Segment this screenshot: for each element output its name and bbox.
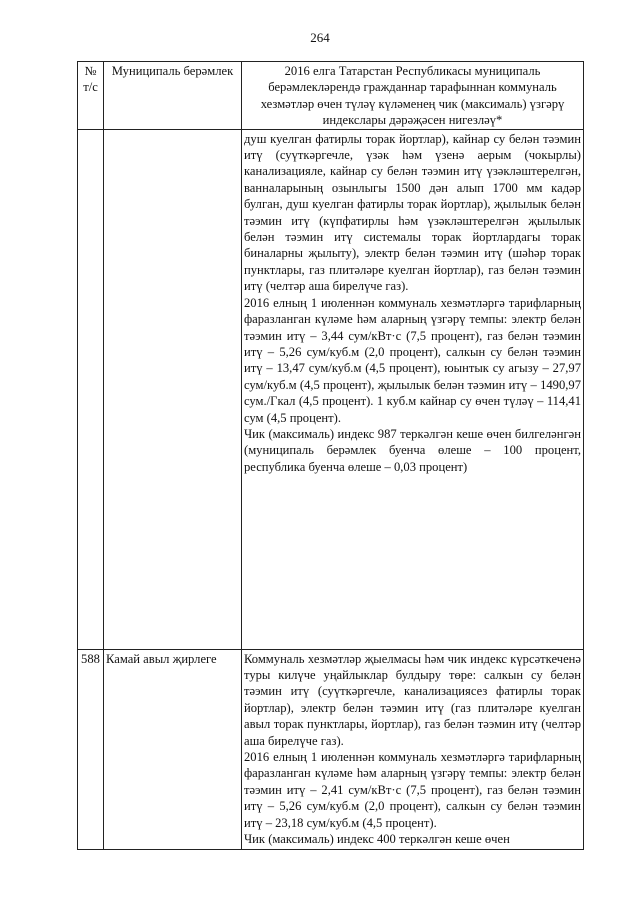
row-paragraph: 2016 елның 1 июленнән коммуналь хезмәтләргә тарифларның фаразланган күләме һәм аларның үзгәрү темпы: электр белән тәэмин итү – 2,41 сум/кВт·с (7,5 процент), газ белән тәэмин итү – 5,26 сум/куб.м (2,0 процент), салкын су белән тәэмин итү – 23,18 сум/куб.м (4,5 процент). xyxy=(244,750,581,830)
header-num: № т/с xyxy=(78,62,104,130)
row-num xyxy=(78,129,104,649)
row-paragraph: Коммуналь хезмәтләр җыелмасы һәм чик индекс күрсәткеченә туры килүче уңайлыклар булдыру төре: салкын су белән тәэмин итү (суүткәргечле, канализациясез фатирлы торак йортлар), электр белән тәэмин итү (газ плитәләре куелган авыл торак пунктлары, йортлар), газ белән тәэмин итү (челтәр аша бирелүче газ). xyxy=(244,651,581,748)
row-municipality: Камай авыл җирлеге xyxy=(104,649,242,849)
row-paragraph: Чик (максималь) индекс 400 теркәлгән кеше өчен xyxy=(244,832,510,847)
table-row xyxy=(78,129,584,649)
row-municipality xyxy=(104,129,242,649)
row-description xyxy=(242,129,584,649)
row-paragraph: Чик (максималь) индекс 987 теркәлгән кеше өчен билгеләнгән (муниципаль берәмлек буенча өлеше – 100 процент, республика буенча өлеше – 0,03 процент) xyxy=(244,426,581,474)
row-description xyxy=(242,649,584,849)
row-paragraph: душ куелган фатирлы торак йортлар), кайнар су белән тәэмин итү (суүткәргечле, үзәк һәм үзенә аерым (чокырлы) канализацияле, кайнар су белән тәэмин итү үзәкләштерелгән, ванналарының озынлыгы 1500 дән алып 1700 мм кадәр булган, душ куелган фатирлы торак йортлар), җылылык белән тәэмин итү (күпфатирлы һәм үзәкләштерелгән җылылык белән тәэмин итү системалы торак йортлардагы торак биналарны җылыту), электр белән тәэмин итү (шәһәр торак пунктлары, газ плитәләре куелган йортлар), газ белән тәэмин итү (челтәр аша бирелүче газ). xyxy=(244,131,581,294)
table-header-row xyxy=(78,62,584,130)
row-num: 588 xyxy=(78,649,104,849)
page-number: 264 xyxy=(310,30,330,45)
header-municipality: Муниципаль берәмлек xyxy=(104,62,242,130)
header-description: 2016 елга Татарстан Республикасы муниципаль берәмлекләрендә гражданнар тарафыннан коммуналь хезмәтләр өчен түләү күләменең чик (максималь) үзгәрү индекслары дәрәҗәсен нигезләү* xyxy=(242,62,584,130)
row-paragraph: 2016 елның 1 июленнән коммуналь хезмәтләргә тарифларның фаразланган күләме һәм аларның үзгәрү темпы: электр белән тәэмин итү – 3,44 сум/кВт·с (7,5 процент), газ белән тәэмин итү – 5,26 сум/куб.м (2,0 процент), салкын су белән тәэмин итү – 13,47 сум/куб.м (4,5 процент), юынтык су агызу – 27,97 сум/куб.м (4,5 процент), җылылык белән тәэмин итү – 1490,97 сум./Гкал (4,5 процент). 1 куб.м кайнар су өчен түләү – 114,41 сум (4,5 процент). xyxy=(244,295,581,425)
table-row xyxy=(78,649,584,849)
tariff-table xyxy=(77,61,584,850)
